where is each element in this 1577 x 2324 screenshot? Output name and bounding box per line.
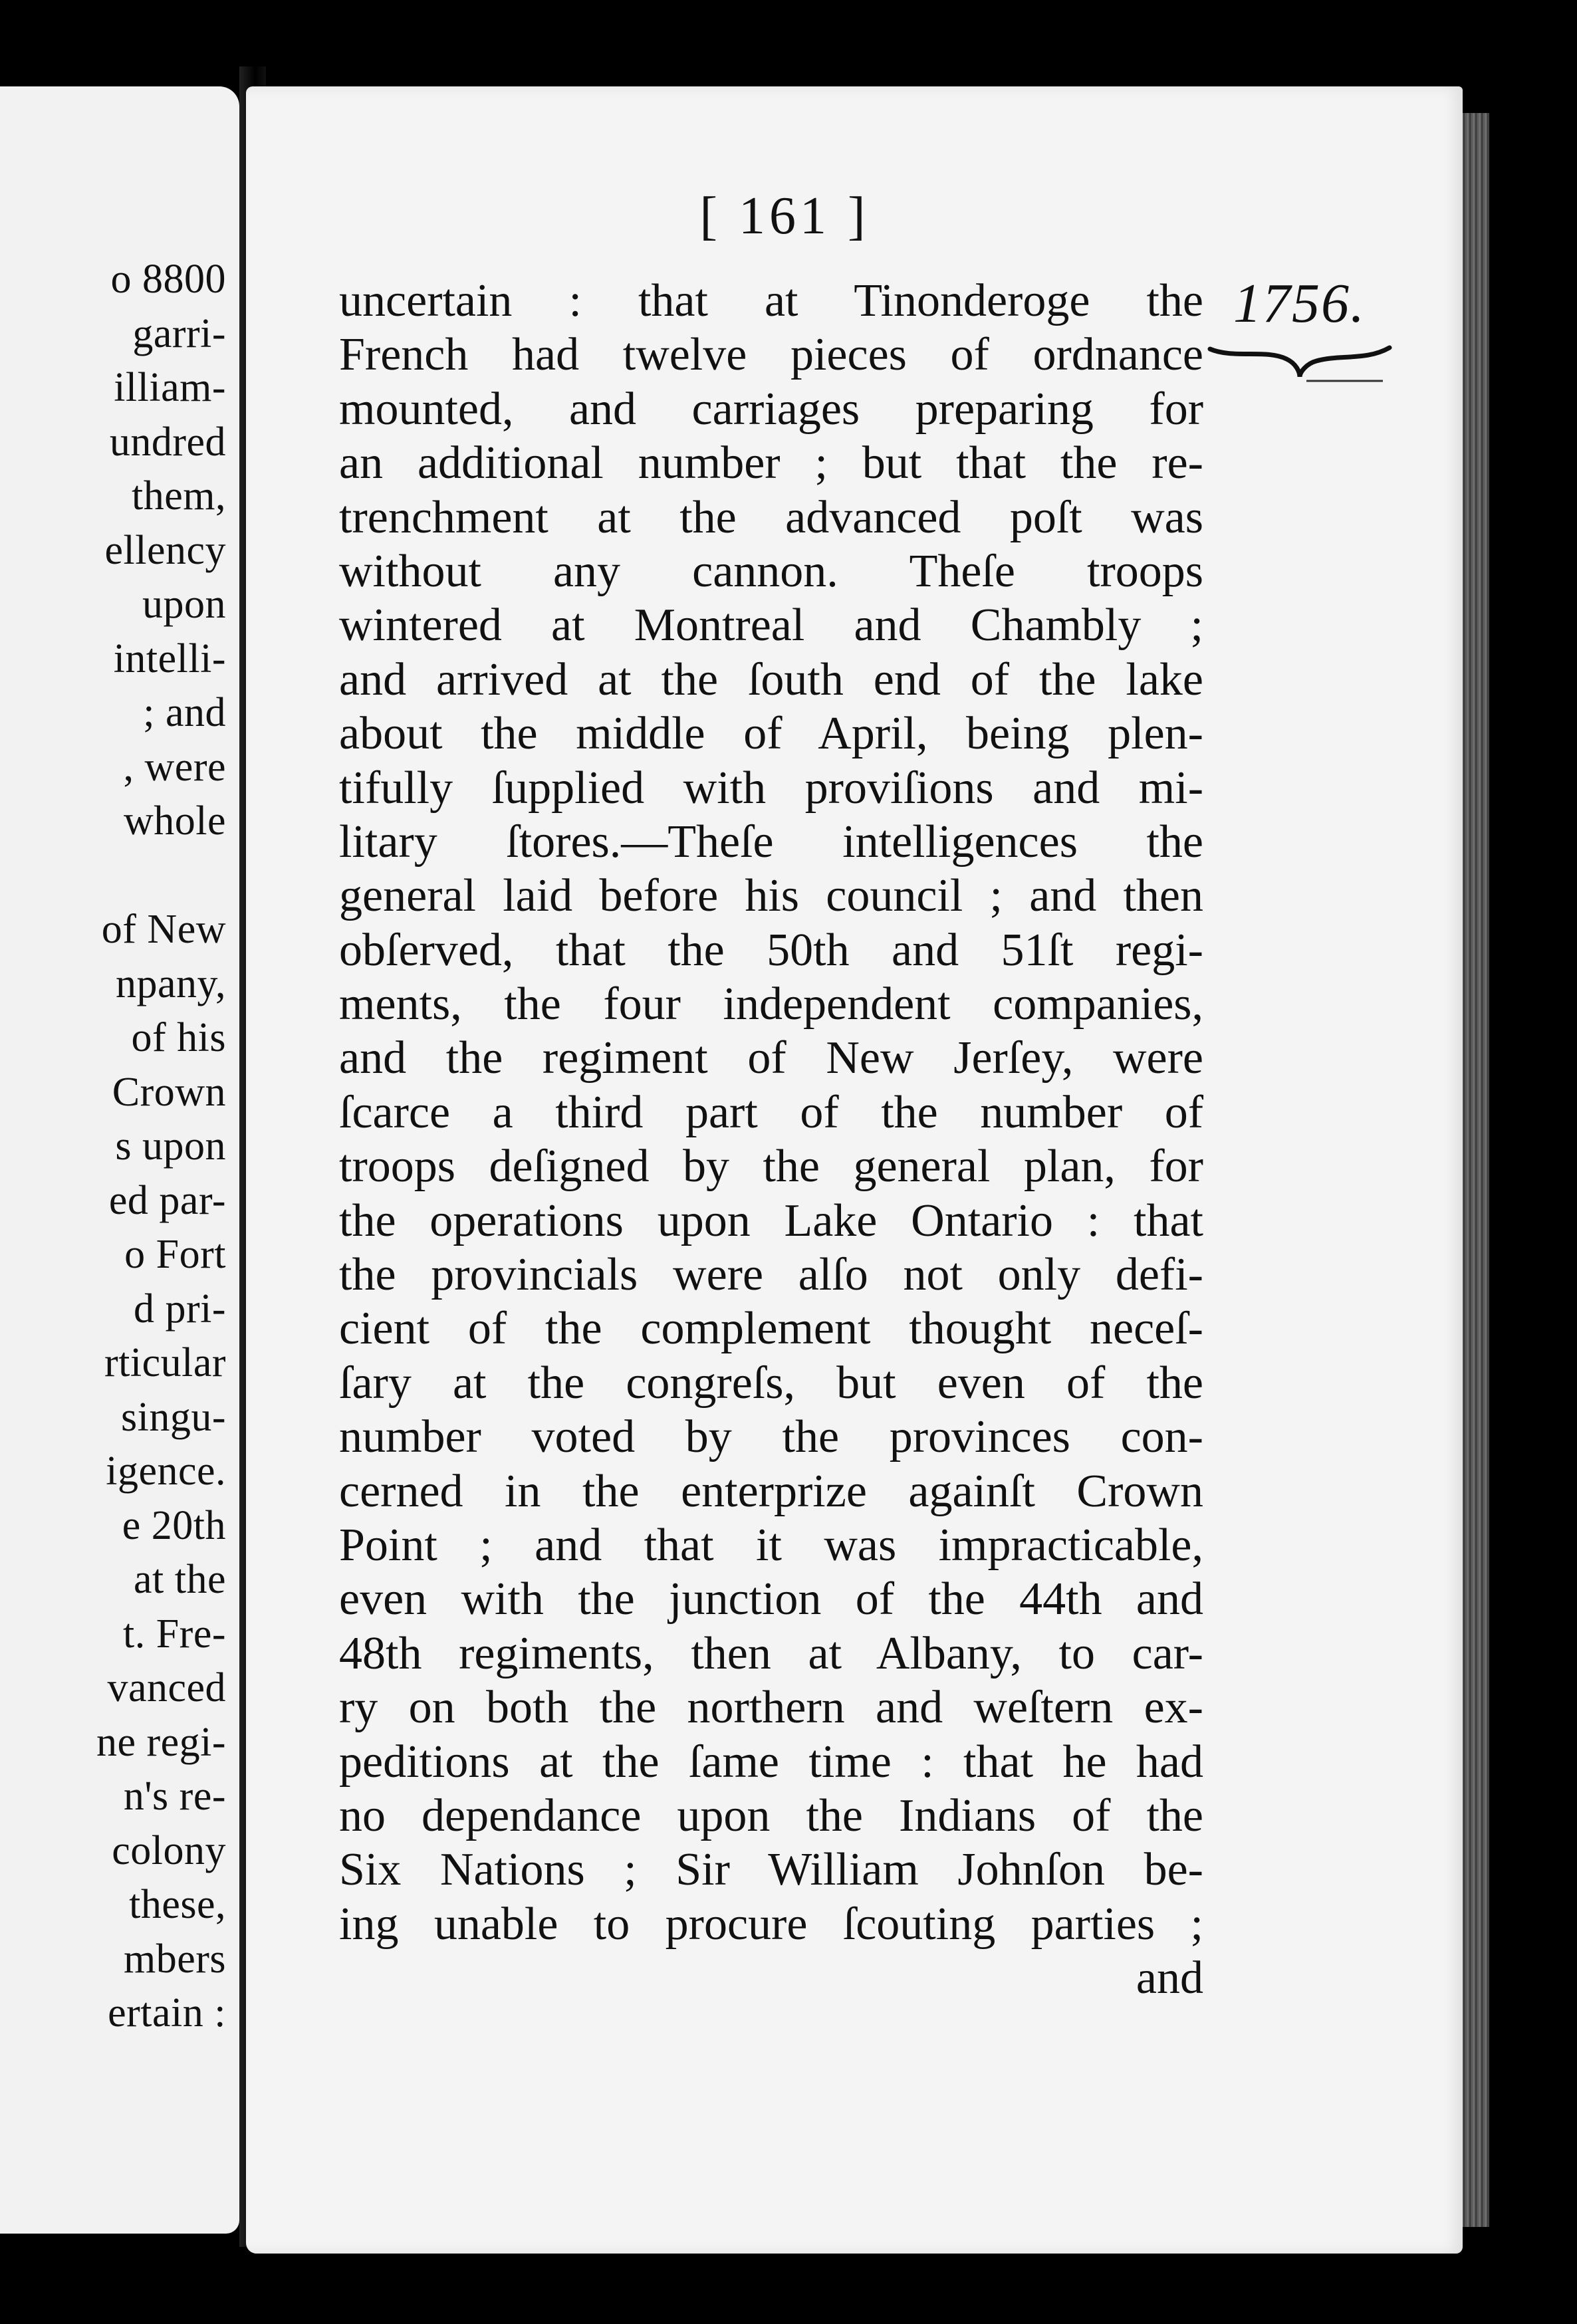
text-line: ry on both the northern and weſtern ex-	[339, 1682, 1203, 1734]
previous-page-line: of New	[101, 907, 226, 952]
text-line: obſerved, that the 50th and 51ſt regi-	[339, 924, 1203, 976]
previous-page-line: illiam-	[114, 365, 226, 410]
previous-page-line: singu-	[121, 1394, 226, 1440]
previous-page-line: colony	[112, 1827, 226, 1873]
text-line: the provincials were alſo not only defi-	[339, 1249, 1203, 1301]
text-line: and arrived at the ſouth end of the lake	[339, 653, 1203, 705]
previous-page-line: undred	[109, 419, 226, 465]
text-line: mounted, and carriages preparing for	[339, 383, 1203, 435]
previous-page-line: rticular	[104, 1340, 226, 1385]
text-line: troops deſigned by the general plan, for	[339, 1141, 1203, 1193]
margin-year-note: 1756.	[1233, 273, 1366, 334]
previous-page-line: ellency	[104, 527, 226, 573]
text-line: ing unable to procure ſcouting parties ;	[339, 1898, 1203, 1950]
previous-page-line	[0, 849, 226, 903]
text-line: no dependance upon the Indians of the	[339, 1790, 1203, 1841]
previous-page-line: ne regi-	[96, 1719, 226, 1765]
text-line: general laid before his council ; and then	[339, 870, 1203, 922]
text-line: the operations upon Lake Ontario : that	[339, 1195, 1203, 1246]
previous-page-line: igence.	[106, 1449, 226, 1494]
previous-page-line: ; and	[143, 690, 226, 735]
body-text	[339, 274, 1203, 2006]
text-line: litary ſtores.—Theſe intelligences the	[339, 816, 1203, 868]
previous-page-line: these,	[129, 1882, 226, 1927]
brace-ornament	[1207, 336, 1393, 389]
text-line: cient of the complement thought neceſ-	[339, 1303, 1203, 1355]
text-line: about the middle of April, being plen-	[339, 708, 1203, 760]
previous-page-line: of his	[131, 1015, 226, 1060]
previous-page-line: , were	[123, 744, 226, 790]
text-line: an additional number ; but that the re-	[339, 437, 1203, 489]
text-line: trenchment at the advanced poſt was	[339, 491, 1203, 543]
text-line: ſary at the congreſs, but even of the	[339, 1357, 1203, 1409]
text-line: 48th regiments, then at Albany, to car-	[339, 1627, 1203, 1679]
previous-page-line: d pri-	[133, 1286, 226, 1332]
previous-page-line: whole	[123, 798, 226, 844]
previous-page-line: at the	[134, 1557, 226, 1602]
previous-page-line: n's re-	[123, 1774, 226, 1819]
previous-page-line: them,	[132, 473, 226, 519]
text-line: tifully ſupplied with proviſions and mi-	[339, 762, 1203, 814]
text-line: number voted by the provinces con-	[339, 1411, 1203, 1463]
previous-page-line: s upon	[115, 1123, 226, 1169]
page-number: [ 161 ]	[699, 187, 870, 245]
text-line: peditions at the ſame time : that he had	[339, 1736, 1203, 1788]
text-line: without any cannon. Theſe troops	[339, 545, 1203, 597]
text-line: and the regiment of New Jerſey, were	[339, 1032, 1203, 1084]
previous-page-line: intelli-	[113, 636, 226, 681]
previous-page-line: o Fort	[124, 1232, 226, 1277]
previous-page-line: e 20th	[122, 1502, 226, 1548]
previous-page	[0, 86, 239, 2234]
text-line: Six Nations ; Sir William Johnſon be-	[339, 1844, 1203, 1896]
text-line: Point ; and that it was impracticable,	[339, 1519, 1203, 1571]
text-line: ments, the four independent companies,	[339, 979, 1203, 1030]
text-line: even with the junction of the 44th and	[339, 1573, 1203, 1625]
previous-page-line: ertain :	[108, 1990, 226, 2035]
previous-page-line: ed par-	[108, 1177, 226, 1223]
previous-page-line: garri-	[132, 310, 226, 356]
text-line: ſcarce a third part of the number of	[339, 1086, 1203, 1138]
text-line: uncertain : that at Tinonderoge the	[339, 275, 1203, 326]
previous-page-line: o 8800	[110, 257, 226, 302]
previous-page-line: Crown	[112, 1069, 226, 1115]
previous-page-line: npany,	[116, 961, 226, 1006]
previous-page-text	[0, 253, 226, 2041]
text-line: French had twelve pieces of ordnance	[339, 329, 1203, 381]
previous-page-line: vanced	[107, 1665, 226, 1710]
text-line: cerned in the enterprize againſt Crown	[339, 1465, 1203, 1517]
previous-page-line: mbers	[123, 1936, 226, 1982]
previous-page-line: t. Fre-	[122, 1611, 226, 1657]
text-line: wintered at Montreal and Chambly ;	[339, 600, 1203, 651]
previous-page-line: upon	[142, 582, 226, 627]
catchword: and	[1136, 1952, 1203, 2004]
